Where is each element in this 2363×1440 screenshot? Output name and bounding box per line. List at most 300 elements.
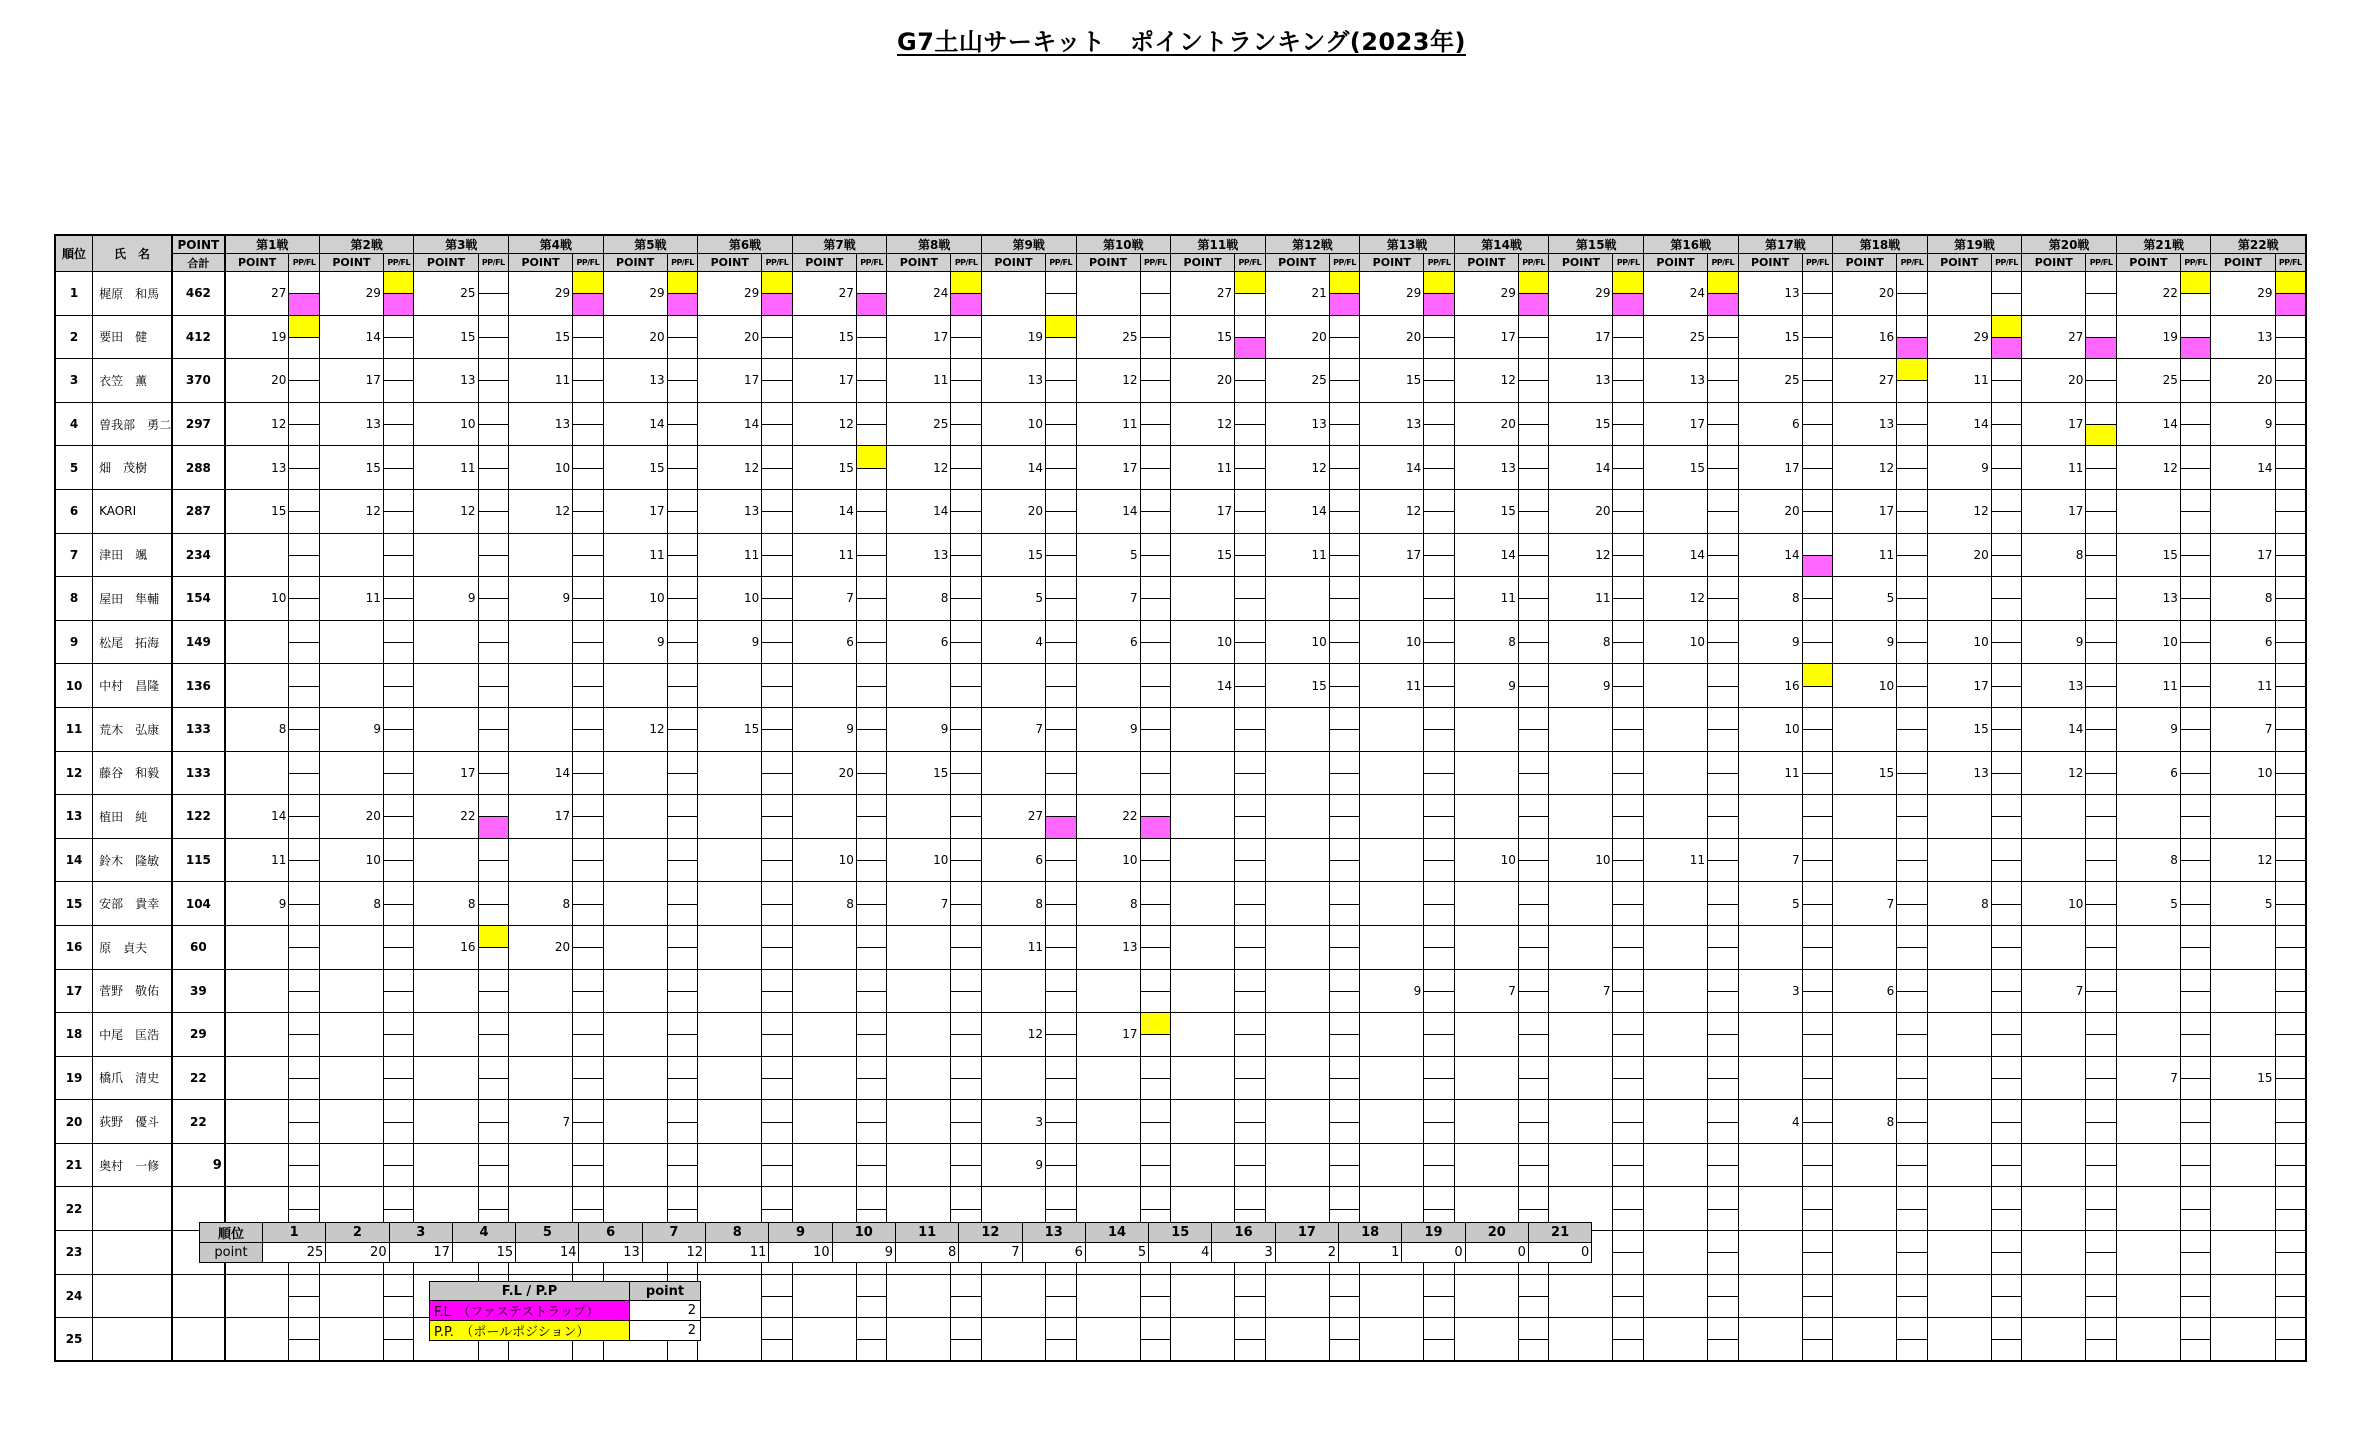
round-point bbox=[2116, 1187, 2180, 1231]
round-ppfl-cell bbox=[1897, 402, 1928, 446]
fastest-lap-marker bbox=[762, 337, 792, 358]
ppfl-divider bbox=[762, 424, 792, 425]
pole-position-marker bbox=[762, 359, 792, 380]
pole-position-marker bbox=[573, 1100, 603, 1121]
ppfl-divider bbox=[1235, 1296, 1265, 1297]
position-point: 13 bbox=[579, 1243, 642, 1263]
pole-position-marker bbox=[2086, 1057, 2116, 1078]
pole-position-marker bbox=[2276, 403, 2305, 424]
round-point bbox=[2022, 838, 2086, 882]
round-point: 9 bbox=[2116, 707, 2180, 751]
driver-name: 屋田 隼輔 bbox=[93, 577, 172, 621]
round-point bbox=[1360, 1100, 1424, 1144]
round-ppfl-cell bbox=[1424, 795, 1455, 839]
round-ppfl-cell bbox=[478, 620, 509, 664]
ppfl-divider bbox=[289, 1078, 319, 1079]
round-point bbox=[698, 751, 762, 795]
round-ppfl-cell bbox=[1046, 272, 1077, 316]
round-ppfl-cell bbox=[1897, 577, 1928, 621]
round-ppfl-cell bbox=[1424, 664, 1455, 708]
round-point: 17 bbox=[887, 315, 951, 359]
round-point: 5 bbox=[1833, 577, 1897, 621]
round-ppfl-cell bbox=[573, 1143, 604, 1187]
round-point bbox=[1738, 1013, 1802, 1057]
fastest-lap-marker bbox=[1330, 293, 1360, 314]
ppfl-divider bbox=[951, 773, 981, 774]
ppfl-divider bbox=[479, 468, 509, 469]
fastest-lap-marker bbox=[668, 947, 698, 968]
ppfl-divider bbox=[479, 337, 509, 338]
round-point bbox=[698, 925, 762, 969]
round-ppfl-cell bbox=[1708, 359, 1739, 403]
ppfl-divider bbox=[1992, 816, 2022, 817]
pole-position-marker bbox=[479, 664, 509, 685]
round-point bbox=[1549, 882, 1613, 926]
round-point: 4 bbox=[981, 620, 1045, 664]
round-ppfl-cell bbox=[1046, 489, 1077, 533]
fastest-lap-marker bbox=[1519, 555, 1549, 576]
ppfl-divider bbox=[1046, 904, 1076, 905]
fastest-lap-marker bbox=[1613, 1034, 1643, 1055]
ppfl-divider bbox=[1046, 860, 1076, 861]
round-point bbox=[2116, 1231, 2180, 1275]
round-ppfl-cell bbox=[856, 359, 887, 403]
round-ppfl-cell bbox=[1235, 359, 1266, 403]
total-points: 136 bbox=[172, 664, 225, 708]
fastest-lap-marker bbox=[1424, 991, 1454, 1012]
rank-cell: 24 bbox=[55, 1274, 93, 1318]
pole-position-marker bbox=[1424, 708, 1454, 729]
pole-position-marker bbox=[479, 534, 509, 555]
ppfl-divider bbox=[1613, 947, 1643, 948]
pole-position-marker bbox=[951, 403, 981, 424]
round-point: 11 bbox=[2211, 664, 2275, 708]
pole-position-marker bbox=[479, 795, 509, 816]
fastest-lap-marker bbox=[2276, 1034, 2305, 1055]
ranking-row bbox=[55, 1318, 2306, 1362]
fastest-lap-marker bbox=[1708, 1339, 1738, 1360]
fastest-lap-marker bbox=[2276, 424, 2305, 445]
round-point: 13 bbox=[2211, 315, 2275, 359]
pole-position-marker bbox=[1803, 926, 1833, 947]
pole-position-marker bbox=[762, 926, 792, 947]
round-ppfl-cell bbox=[1140, 1100, 1171, 1144]
round-point: 12 bbox=[1833, 446, 1897, 490]
pole-position-marker bbox=[857, 534, 887, 555]
ranking-row bbox=[55, 577, 2306, 621]
round-ppfl-cell bbox=[951, 272, 982, 316]
position-point: 20 bbox=[326, 1243, 389, 1263]
round-point bbox=[981, 1274, 1045, 1318]
fastest-lap-marker bbox=[573, 1078, 603, 1099]
round-point-subheader: POINT bbox=[1833, 254, 1897, 272]
round-point bbox=[1171, 838, 1235, 882]
pole-position-marker bbox=[2276, 752, 2305, 773]
round-point: 29 bbox=[1360, 272, 1424, 316]
ppfl-divider bbox=[1992, 1252, 2022, 1253]
ppfl-divider bbox=[384, 424, 414, 425]
ppfl-divider bbox=[1803, 555, 1833, 556]
driver-name: 安部 貴幸 bbox=[93, 882, 172, 926]
driver-name: 中尾 匡浩 bbox=[93, 1013, 172, 1057]
pole-position-marker bbox=[857, 1144, 887, 1165]
round-point: 8 bbox=[887, 577, 951, 621]
round-point bbox=[1549, 1274, 1613, 1318]
pole-position-marker bbox=[2276, 446, 2305, 467]
round-ppfl-cell bbox=[1140, 1143, 1171, 1187]
ppfl-divider bbox=[2086, 816, 2116, 817]
pole-position-marker bbox=[1141, 1013, 1171, 1034]
position-number: 11 bbox=[895, 1223, 958, 1243]
fastest-lap-marker bbox=[1141, 904, 1171, 925]
round-ppfl-cell bbox=[1802, 315, 1833, 359]
total-points: 22 bbox=[172, 1100, 225, 1144]
ppfl-divider bbox=[1046, 511, 1076, 512]
round-point bbox=[1643, 751, 1707, 795]
pole-position-marker bbox=[2086, 926, 2116, 947]
ppfl-divider bbox=[762, 1034, 792, 1035]
fastest-lap-marker bbox=[668, 686, 698, 707]
fastest-lap-marker bbox=[573, 598, 603, 619]
fastest-lap-marker bbox=[2086, 1034, 2116, 1055]
rank-cell: 6 bbox=[55, 489, 93, 533]
page-title bbox=[0, 22, 2363, 57]
fastest-lap-marker bbox=[384, 468, 414, 489]
pole-position-marker bbox=[1330, 970, 1360, 991]
fastest-lap-marker bbox=[2181, 1296, 2211, 1317]
round-point bbox=[1360, 1143, 1424, 1187]
round-ppfl-cell bbox=[762, 707, 793, 751]
ppfl-divider bbox=[1708, 904, 1738, 905]
round-ppfl-cell bbox=[951, 1056, 982, 1100]
pole-position-marker bbox=[951, 272, 981, 293]
round-point bbox=[2116, 1013, 2180, 1057]
round-ppfl-cell bbox=[383, 577, 414, 621]
fastest-lap-marker bbox=[1897, 947, 1927, 968]
fastest-lap-marker bbox=[857, 773, 887, 794]
round-ppfl-cell bbox=[2275, 1143, 2306, 1187]
pole-position-marker bbox=[857, 1057, 887, 1078]
fastest-lap-marker bbox=[1519, 468, 1549, 489]
round-point bbox=[887, 1143, 951, 1187]
ppfl-divider bbox=[1897, 380, 1927, 381]
round-point bbox=[1171, 751, 1235, 795]
fastest-lap-marker bbox=[1519, 380, 1549, 401]
round-point bbox=[981, 1056, 1045, 1100]
ppfl-divider bbox=[1708, 1034, 1738, 1035]
round-point: 15 bbox=[792, 315, 856, 359]
pole-position-marker bbox=[762, 1318, 792, 1339]
pole-position-marker bbox=[1046, 1057, 1076, 1078]
fastest-lap-marker bbox=[951, 1034, 981, 1055]
fastest-lap-marker bbox=[1046, 642, 1076, 663]
ppfl-divider bbox=[573, 511, 603, 512]
round-point: 15 bbox=[319, 446, 383, 490]
ppfl-divider bbox=[1992, 511, 2022, 512]
round-point bbox=[981, 1318, 1045, 1362]
round-ppfl-cell bbox=[1802, 795, 1833, 839]
driver-name: 荒木 弘康 bbox=[93, 707, 172, 751]
ppfl-divider bbox=[1803, 947, 1833, 948]
round-ppfl-cell bbox=[478, 925, 509, 969]
ppfl-divider bbox=[762, 1165, 792, 1166]
pole-position-marker bbox=[479, 621, 509, 642]
round-ppfl-cell bbox=[1802, 1013, 1833, 1057]
ppfl-divider bbox=[1613, 1165, 1643, 1166]
pole-position-marker bbox=[2276, 1144, 2305, 1165]
fastest-lap-marker bbox=[2181, 860, 2211, 881]
fastest-lap-marker bbox=[479, 860, 509, 881]
round-ppfl-cell bbox=[667, 402, 698, 446]
ppfl-divider bbox=[762, 380, 792, 381]
round-point bbox=[1833, 925, 1897, 969]
pole-position-marker bbox=[289, 970, 319, 991]
round-point: 17 bbox=[1076, 1013, 1140, 1057]
fastest-lap-marker bbox=[2276, 773, 2305, 794]
pole-position-marker bbox=[1046, 577, 1076, 598]
ppfl-divider bbox=[1897, 1209, 1927, 1210]
round-ppfl-cell bbox=[573, 707, 604, 751]
fastest-lap-marker bbox=[1613, 468, 1643, 489]
fastest-lap-marker bbox=[1141, 1296, 1171, 1317]
position-number: 17 bbox=[1275, 1223, 1338, 1243]
fastest-lap-marker bbox=[1235, 424, 1265, 445]
ppfl-divider bbox=[1519, 337, 1549, 338]
pole-position-marker bbox=[1046, 664, 1076, 685]
driver-name: 植田 純 bbox=[93, 795, 172, 839]
round-point: 17 bbox=[2022, 489, 2086, 533]
fastest-lap-marker bbox=[1897, 816, 1927, 837]
ppfl-divider bbox=[668, 598, 698, 599]
fastest-lap-marker bbox=[573, 860, 603, 881]
pole-position-marker bbox=[1803, 882, 1833, 903]
round-ppfl-cell bbox=[2086, 315, 2117, 359]
round-ppfl-cell bbox=[1046, 751, 1077, 795]
position-point: 6 bbox=[1022, 1243, 1085, 1263]
round-point: 12 bbox=[2022, 751, 2086, 795]
ppfl-divider bbox=[384, 1209, 414, 1210]
round-point: 10 bbox=[1833, 664, 1897, 708]
pole-position-marker bbox=[1424, 316, 1454, 337]
rank-cell: 17 bbox=[55, 969, 93, 1013]
pole-position-marker bbox=[857, 359, 887, 380]
round-ppfl-subheader: PP/FL bbox=[1518, 254, 1549, 272]
round-point bbox=[698, 882, 762, 926]
ppfl-divider bbox=[951, 598, 981, 599]
point-total-header: POINT bbox=[172, 235, 225, 254]
ppfl-divider bbox=[573, 337, 603, 338]
round-ppfl-cell bbox=[2086, 1013, 2117, 1057]
ppfl-divider bbox=[668, 991, 698, 992]
fastest-lap-marker bbox=[857, 1122, 887, 1143]
ppfl-divider bbox=[1330, 1122, 1360, 1123]
ppfl-divider bbox=[2181, 1078, 2211, 1079]
fastest-lap-marker bbox=[762, 729, 792, 750]
ppfl-divider bbox=[384, 642, 414, 643]
round-point: 13 bbox=[1738, 272, 1802, 316]
pole-position-marker bbox=[1235, 1275, 1265, 1296]
round-point bbox=[1549, 707, 1613, 751]
fastest-lap-marker bbox=[668, 1078, 698, 1099]
round-ppfl-cell bbox=[667, 707, 698, 751]
round-point bbox=[981, 751, 1045, 795]
pole-position-marker bbox=[762, 1187, 792, 1208]
ppfl-divider bbox=[1708, 555, 1738, 556]
round-ppfl-cell bbox=[1897, 882, 1928, 926]
pole-position-marker bbox=[668, 577, 698, 598]
round-point bbox=[1360, 707, 1424, 751]
pole-position-marker bbox=[1708, 1013, 1738, 1034]
pole-position-marker bbox=[2276, 882, 2305, 903]
fastest-lap-marker bbox=[384, 904, 414, 925]
round-ppfl-cell bbox=[1329, 489, 1360, 533]
round-point: 12 bbox=[225, 402, 289, 446]
round-point: 12 bbox=[509, 489, 573, 533]
ppfl-divider bbox=[1046, 1122, 1076, 1123]
round-ppfl-cell bbox=[2275, 707, 2306, 751]
pole-position-marker bbox=[479, 1187, 509, 1208]
round-ppfl-cell bbox=[1329, 838, 1360, 882]
round-point bbox=[1833, 1231, 1897, 1275]
round-ppfl-cell bbox=[1235, 315, 1266, 359]
round-ppfl-cell bbox=[1329, 795, 1360, 839]
driver-name: KAORI bbox=[93, 489, 172, 533]
round-ppfl-subheader: PP/FL bbox=[289, 254, 320, 272]
round-header: 第21戦 bbox=[2116, 235, 2211, 254]
driver-name bbox=[93, 1187, 172, 1231]
ppfl-divider bbox=[1046, 1165, 1076, 1166]
pole-position-marker bbox=[951, 621, 981, 642]
pole-position-marker bbox=[384, 664, 414, 685]
driver-name: 橋爪 清史 bbox=[93, 1056, 172, 1100]
pole-position-marker bbox=[289, 403, 319, 424]
round-point: 17 bbox=[1643, 402, 1707, 446]
round-point: 25 bbox=[1265, 359, 1329, 403]
pole-position-marker bbox=[573, 359, 603, 380]
round-point bbox=[319, 1013, 383, 1057]
round-ppfl-cell bbox=[1235, 533, 1266, 577]
pole-position-marker bbox=[762, 839, 792, 860]
pole-position-marker bbox=[1897, 664, 1927, 685]
round-ppfl-cell bbox=[1708, 1318, 1739, 1362]
fastest-lap-marker bbox=[1613, 1078, 1643, 1099]
round-point-subheader: POINT bbox=[225, 254, 289, 272]
round-point bbox=[887, 795, 951, 839]
round-point: 22 bbox=[2116, 272, 2180, 316]
round-point: 9 bbox=[1833, 620, 1897, 664]
ppfl-divider bbox=[289, 1296, 319, 1297]
round-ppfl-cell bbox=[289, 882, 320, 926]
pole-position-marker bbox=[1235, 664, 1265, 685]
round-ppfl-cell bbox=[667, 751, 698, 795]
round-ppfl-cell bbox=[478, 533, 509, 577]
fastest-lap-marker bbox=[2181, 555, 2211, 576]
round-point-subheader: POINT bbox=[2116, 254, 2180, 272]
round-ppfl-cell bbox=[289, 707, 320, 751]
round-ppfl-cell bbox=[951, 1143, 982, 1187]
pole-position-marker bbox=[1235, 621, 1265, 642]
fastest-lap-marker bbox=[1424, 642, 1454, 663]
fastest-lap-marker bbox=[1803, 729, 1833, 750]
round-point bbox=[1927, 577, 1991, 621]
pole-position-marker bbox=[1141, 403, 1171, 424]
round-ppfl-cell bbox=[856, 795, 887, 839]
ppfl-divider bbox=[1803, 729, 1833, 730]
round-ppfl-cell bbox=[762, 1013, 793, 1057]
ppfl-divider bbox=[573, 1122, 603, 1123]
round-ppfl-cell bbox=[667, 577, 698, 621]
fastest-lap-marker bbox=[1330, 991, 1360, 1012]
fastest-lap-marker bbox=[479, 337, 509, 358]
round-point: 9 bbox=[887, 707, 951, 751]
ppfl-divider bbox=[1424, 1078, 1454, 1079]
round-ppfl-cell bbox=[289, 838, 320, 882]
ppfl-divider bbox=[1708, 729, 1738, 730]
round-point: 22 bbox=[414, 795, 478, 839]
fastest-lap-marker bbox=[384, 991, 414, 1012]
ppfl-divider bbox=[573, 816, 603, 817]
ppfl-divider bbox=[289, 511, 319, 512]
ranking-row bbox=[55, 272, 2306, 316]
fastest-lap-marker bbox=[573, 729, 603, 750]
ppfl-divider bbox=[668, 860, 698, 861]
pole-position-marker bbox=[573, 316, 603, 337]
round-point bbox=[698, 1143, 762, 1187]
round-point bbox=[319, 1318, 383, 1362]
round-point bbox=[1454, 1318, 1518, 1362]
round-ppfl-cell bbox=[1613, 315, 1644, 359]
ppfl-divider bbox=[1235, 1122, 1265, 1123]
pole-position-marker bbox=[1046, 359, 1076, 380]
fastest-lap-marker bbox=[1424, 1339, 1454, 1360]
round-point: 6 bbox=[2211, 620, 2275, 664]
round-point: 14 bbox=[1454, 533, 1518, 577]
round-point bbox=[319, 1143, 383, 1187]
round-ppfl-cell bbox=[1991, 533, 2022, 577]
ppfl-divider bbox=[289, 1122, 319, 1123]
ppfl-divider bbox=[1613, 598, 1643, 599]
round-point: 15 bbox=[1927, 707, 1991, 751]
round-ppfl-cell bbox=[2275, 533, 2306, 577]
round-point bbox=[603, 1056, 667, 1100]
ppfl-divider bbox=[479, 686, 509, 687]
pole-position-marker bbox=[1330, 1144, 1360, 1165]
pole-position-marker bbox=[384, 752, 414, 773]
pole-position-marker bbox=[289, 1318, 319, 1339]
pole-position-marker bbox=[1046, 1187, 1076, 1208]
ppfl-divider bbox=[2276, 1252, 2305, 1253]
fastest-lap-marker bbox=[668, 555, 698, 576]
round-ppfl-cell bbox=[1424, 446, 1455, 490]
ppfl-divider bbox=[1141, 904, 1171, 905]
pole-position-marker bbox=[1613, 882, 1643, 903]
round-point: 11 bbox=[1738, 751, 1802, 795]
fastest-lap-marker bbox=[1235, 991, 1265, 1012]
total-points: 60 bbox=[172, 925, 225, 969]
ppfl-divider bbox=[1424, 729, 1454, 730]
round-point bbox=[2022, 1013, 2086, 1057]
ppfl-divider bbox=[2276, 1165, 2305, 1166]
ppfl-divider bbox=[2086, 1122, 2116, 1123]
round-ppfl-cell bbox=[1046, 1318, 1077, 1362]
round-point bbox=[2022, 1100, 2086, 1144]
ppfl-divider bbox=[2086, 337, 2116, 338]
ppfl-divider bbox=[1897, 293, 1927, 294]
fastest-lap-marker bbox=[289, 686, 319, 707]
round-point: 17 bbox=[1549, 315, 1613, 359]
ppfl-divider bbox=[479, 947, 509, 948]
pole-position-marker bbox=[762, 1144, 792, 1165]
